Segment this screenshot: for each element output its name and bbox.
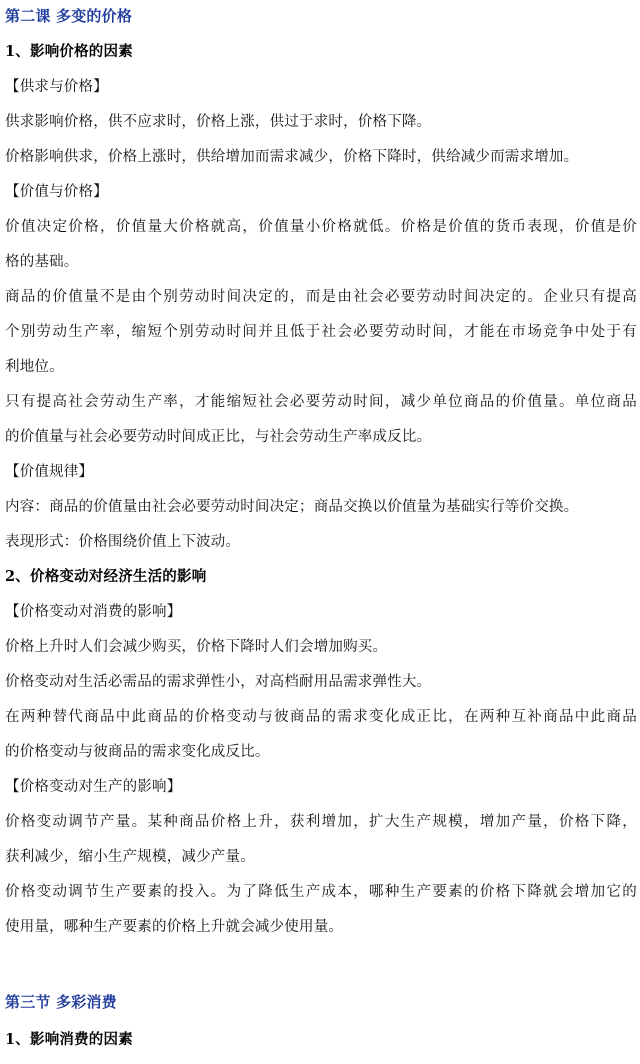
paragraph-line: 获利减少，缩小生产规模，减少产量。	[5, 849, 255, 865]
subheading-law-of-value: 【价值规律】	[5, 464, 94, 480]
paragraph-line: 商品的价值量不是由个别劳动时间决定的，而是由社会必要劳动时间决定的。企业只有提高	[5, 289, 637, 305]
paragraph-line: 的价格变动与彼商品的需求变化成反比。	[5, 744, 270, 760]
paragraph-line: 内容：商品的价值量由社会必要劳动时间决定；商品交换以价值量为基础实行等价交换。	[5, 499, 579, 515]
section-title-3: 第三节 多彩消费	[5, 993, 117, 1011]
paragraph-line: 价值决定价格，价值量大价格就高，价值量小价格就低。价格是价值的货币表现，价值是价	[5, 219, 637, 235]
lesson-title: 第二课 多变的价格	[5, 7, 133, 25]
subheading-value-price: 【价值与价格】	[5, 184, 108, 200]
section-heading-1: 1、影响价格的因素	[5, 43, 133, 60]
section-heading-3: 1、影响消费的因素	[5, 1031, 133, 1048]
subheading-supply-demand: 【供求与价格】	[5, 79, 108, 95]
paragraph-line: 使用量，哪种生产要素的价格上升就会减少使用量。	[5, 919, 344, 935]
paragraph-line: 价格变动调节生产要素的投入。为了降低生产成本，哪种生产要素的价格下降就会增加它的	[5, 884, 637, 900]
paragraph-line: 只有提高社会劳动生产率，才能缩短社会必要劳动时间，减少单位商品的价值量。单位商品	[5, 394, 637, 410]
paragraph-line: 在两种替代商品中此商品的价格变动与彼商品的需求变化成正比，在两种互补商品中此商品	[5, 709, 637, 725]
paragraph-line: 个别劳动生产率，缩短个别劳动时间并且低于社会必要劳动时间，才能在市场竞争中处于有	[5, 324, 637, 340]
paragraph-line: 价格变动调节产量。某种商品价格上升，获利增加，扩大生产规模，增加产量，价格下降，	[5, 814, 637, 830]
paragraph-line: 价格变动对生活必需品的需求弹性小，对高档耐用品需求弹性大。	[5, 674, 432, 690]
paragraph-line: 的价值量与社会必要劳动时间成正比，与社会劳动生产率成反比。	[5, 429, 432, 445]
paragraph-line: 利地位。	[5, 359, 64, 375]
paragraph-line: 表现形式：价格围绕价值上下波动。	[5, 534, 241, 550]
paragraph-line: 价格影响供求，价格上涨时，供给增加而需求减少，价格下降时，供给减少而需求增加。	[5, 149, 579, 165]
paragraph-line: 价格上升时人们会减少购买，价格下降时人们会增加购买。	[5, 639, 388, 655]
paragraph-line: 供求影响价格，供不应求时，价格上涨，供过于求时，价格下降。	[5, 114, 432, 130]
subheading-production: 【价格变动对生产的影响】	[5, 779, 182, 795]
paragraph-line: 格的基础。	[5, 254, 79, 270]
section-heading-2: 2、价格变动对经济生活的影响	[5, 568, 207, 585]
subheading-consumption: 【价格变动对消费的影响】	[5, 604, 182, 620]
